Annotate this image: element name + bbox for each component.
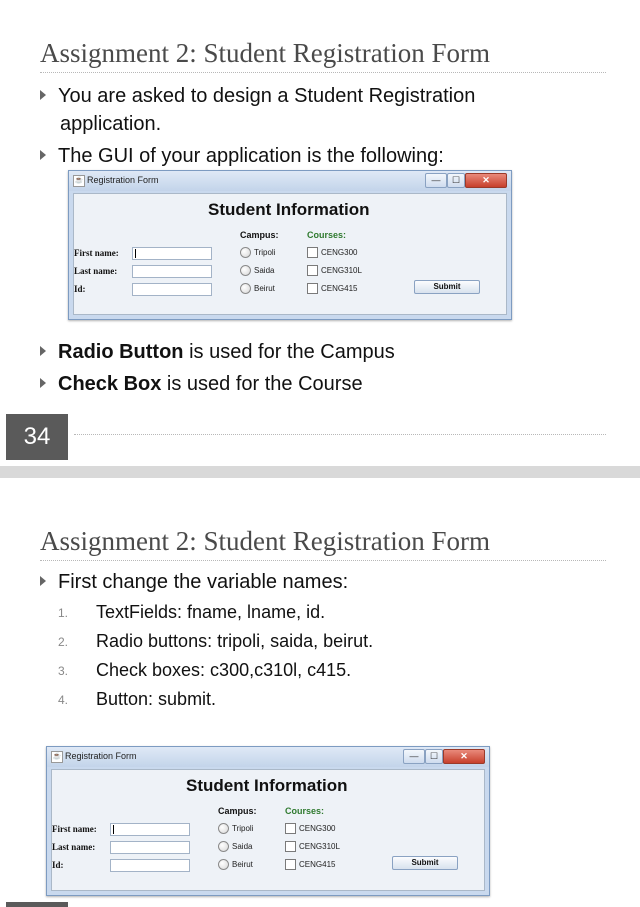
bullet-arrow-icon (40, 150, 46, 160)
form-panel (73, 193, 507, 315)
last-name-label: Last name: (74, 266, 118, 276)
id-label: Id: (74, 284, 86, 294)
radio-icon (218, 841, 229, 852)
bullet-arrow-icon (40, 346, 46, 356)
checkbox-icon (285, 859, 296, 870)
radio-icon (240, 247, 251, 258)
checkbox-icon (307, 283, 318, 294)
bullet-item: The GUI of your application is the following: (40, 142, 444, 170)
title-divider (40, 560, 606, 561)
checkbox-ceng310l[interactable]: CENG310L (285, 841, 340, 852)
submit-button[interactable]: Submit (392, 856, 458, 870)
bullet-arrow-icon (40, 378, 46, 388)
first-name-label: First name: (52, 824, 97, 834)
title-divider (40, 72, 606, 73)
campus-label: Campus: (218, 806, 257, 816)
radio-icon (240, 265, 251, 276)
registration-form-window (68, 170, 512, 320)
list-item: 3. Check boxes: c300,c310l, c415. (58, 660, 352, 680)
list-item: 4. Button: submit. (58, 689, 217, 709)
list-item: 1. TextFields: fname, lname, id. (58, 602, 326, 622)
checkbox-ceng300[interactable]: CENG300 (285, 823, 335, 834)
last-name-label: Last name: (52, 842, 96, 852)
registration-form-window (46, 746, 490, 896)
bullet-item: First change the variable names: (40, 568, 348, 596)
checkbox-icon (307, 247, 318, 258)
footer-divider (74, 434, 606, 435)
java-app-icon: ☕ (51, 751, 63, 763)
checkbox-ceng415[interactable]: CENG415 (307, 283, 357, 294)
bullet-item: Radio Button is used for the Campus (40, 338, 395, 366)
list-item: 2. Radio buttons: tripoli, saida, beirut. (58, 631, 374, 651)
radio-saida[interactable]: Saida (218, 841, 252, 852)
slide-title: Assignment 2: Student Registration Form (40, 38, 490, 68)
minimize-button[interactable]: — (403, 749, 425, 764)
java-app-icon: ☕ (73, 175, 85, 187)
radio-icon (218, 859, 229, 870)
campus-label: Campus: (240, 230, 279, 240)
minimize-button[interactable]: — (425, 173, 447, 188)
submit-button[interactable]: Submit (414, 280, 480, 294)
checkbox-icon (307, 265, 318, 276)
radio-icon (240, 283, 251, 294)
courses-label: Courses: (307, 230, 347, 240)
id-label: Id: (52, 860, 64, 870)
checkbox-icon (285, 841, 296, 852)
form-heading: Student Information (186, 776, 348, 795)
bullet-item: Check Box is used for the Course (40, 370, 363, 398)
radio-icon (218, 823, 229, 834)
id-input[interactable] (110, 859, 190, 872)
close-button[interactable]: ✕ (465, 173, 507, 188)
radio-tripoli[interactable]: Tripoli (240, 247, 275, 258)
page-number: 34 (6, 414, 68, 460)
bullet-item: You are asked to design a Student Registration application. (40, 82, 475, 138)
text-caret (113, 825, 114, 834)
last-name-input[interactable] (132, 265, 212, 278)
checkbox-ceng300[interactable]: CENG300 (307, 247, 357, 258)
page-number-stub (6, 902, 68, 907)
bullet-arrow-icon (40, 90, 46, 100)
numbered-list (58, 598, 373, 714)
window-title: Registration Form (87, 175, 159, 185)
maximize-button[interactable]: ☐ (447, 173, 465, 188)
checkbox-icon (285, 823, 296, 834)
slide-title: Assignment 2: Student Registration Form (40, 526, 490, 556)
bullet-continuation: application. (60, 113, 162, 135)
first-name-input[interactable] (110, 823, 190, 836)
form-panel (51, 769, 485, 891)
form-heading: Student Information (208, 200, 370, 219)
courses-label: Courses: (285, 806, 325, 816)
window-titlebar (47, 747, 489, 767)
id-input[interactable] (132, 283, 212, 296)
maximize-button[interactable]: ☐ (425, 749, 443, 764)
last-name-input[interactable] (110, 841, 190, 854)
first-name-label: First name: (74, 248, 119, 258)
radio-tripoli[interactable]: Tripoli (218, 823, 253, 834)
checkbox-ceng415[interactable]: CENG415 (285, 859, 335, 870)
window-title: Registration Form (65, 751, 137, 761)
radio-beirut[interactable]: Beirut (218, 859, 253, 870)
text-caret (135, 249, 136, 258)
radio-beirut[interactable]: Beirut (240, 283, 275, 294)
radio-saida[interactable]: Saida (240, 265, 274, 276)
bullet-arrow-icon (40, 576, 46, 586)
first-name-input[interactable] (132, 247, 212, 260)
checkbox-ceng310l[interactable]: CENG310L (307, 265, 362, 276)
window-titlebar (69, 171, 511, 191)
slide-35 (0, 478, 640, 907)
close-button[interactable]: ✕ (443, 749, 485, 764)
